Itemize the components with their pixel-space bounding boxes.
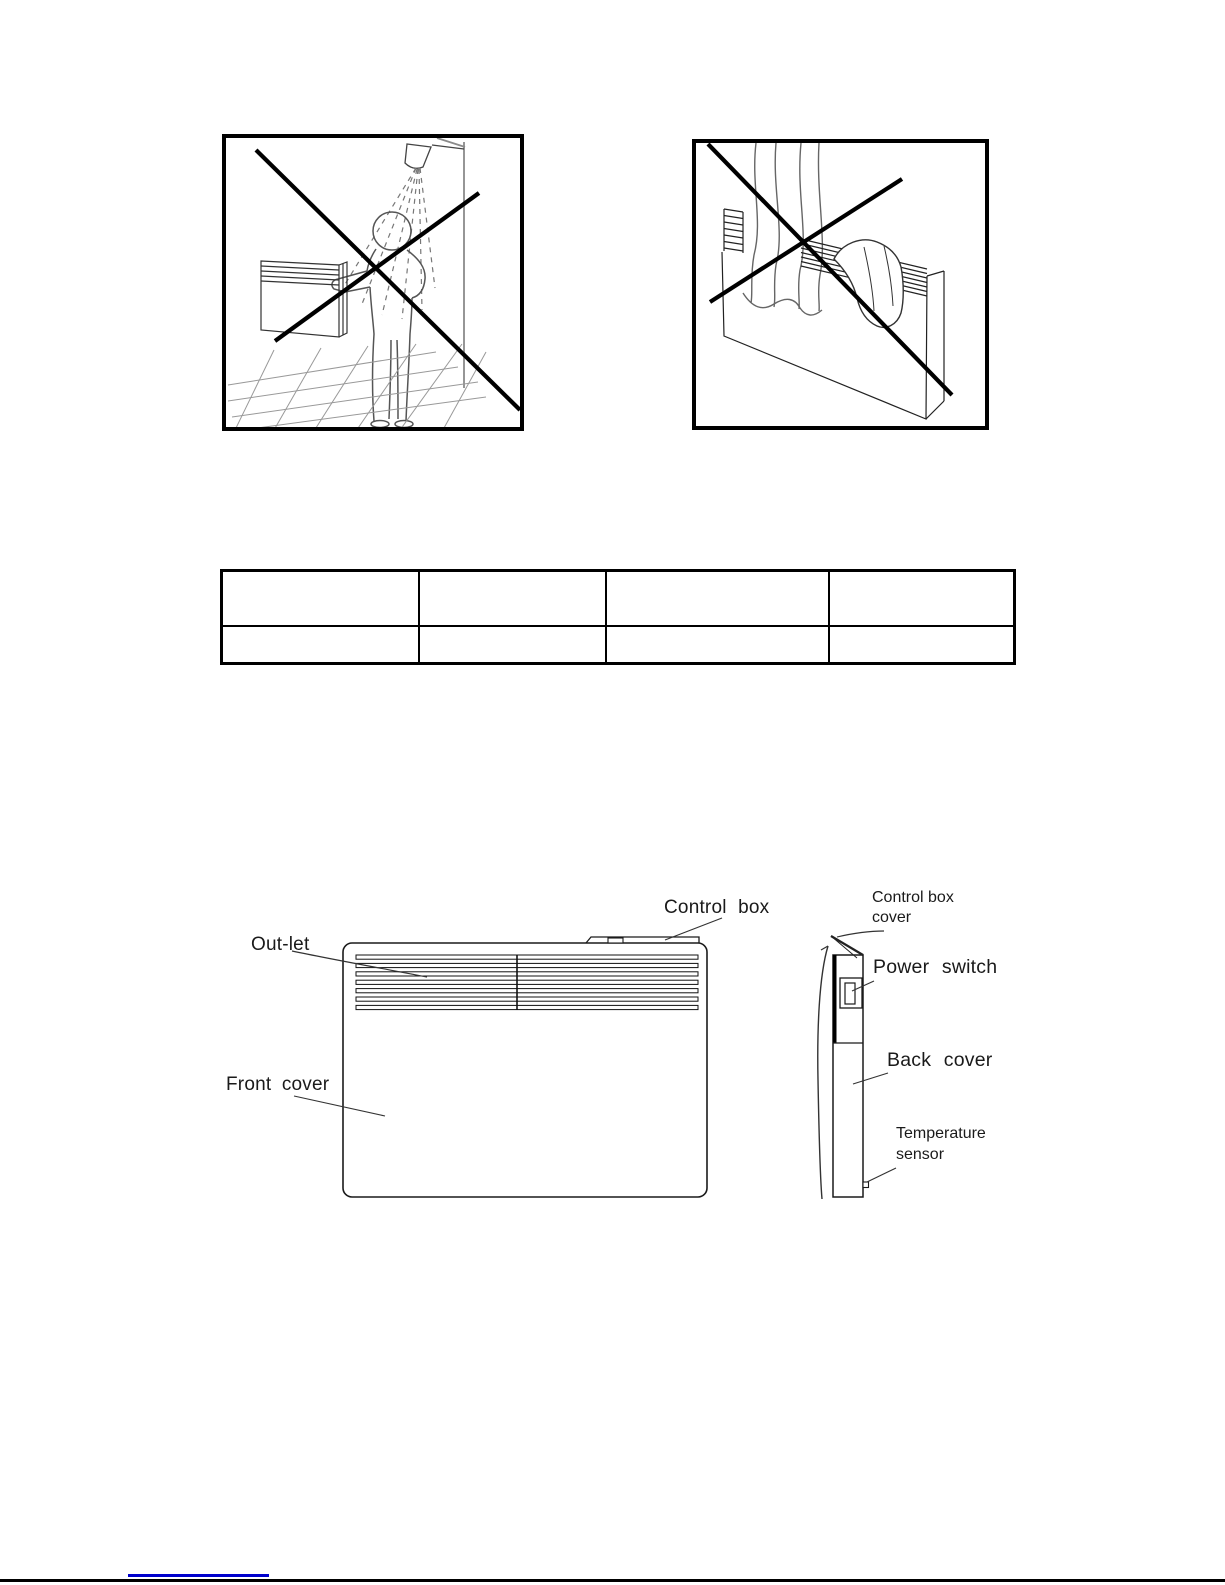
prohibition-cross: [708, 144, 952, 395]
spec-table-cell: [419, 571, 606, 626]
spec-table-cell: [829, 571, 1015, 626]
footer-link[interactable]: [128, 1574, 269, 1577]
spec-table-cell: [829, 626, 1015, 664]
spec-table: [220, 569, 1016, 665]
control-box-part: [586, 937, 699, 943]
no-shower-warning-icon: [226, 138, 520, 427]
spec-table-row: [222, 626, 1015, 664]
spec-table-row: [222, 571, 1015, 626]
prohibition-cross: [256, 150, 520, 410]
label-temperature-sensor: Temperature sensor: [896, 1125, 986, 1163]
page-bottom-rule: [0, 1579, 1225, 1582]
label-front-cover: Front cover: [226, 1074, 330, 1095]
control-box-cover-flap: [831, 936, 863, 955]
label-control-box: Control box: [664, 897, 770, 918]
spec-table-cell: [606, 626, 829, 664]
label-back-cover: Back cover: [887, 1049, 993, 1071]
label-out-let: Out-let: [251, 934, 310, 955]
side-front-cover-edge: [818, 946, 828, 1199]
spec-table-cell: [222, 626, 419, 664]
label-control-box-cover: Control box cover: [872, 889, 954, 926]
heater-perspective: [722, 209, 944, 419]
label-power-switch: Power switch: [873, 956, 998, 978]
curtain: [743, 143, 822, 315]
spec-table-cell: [222, 571, 419, 626]
do-not-cover-warning-icon: [696, 143, 985, 426]
spec-table-cell: [419, 626, 606, 664]
spec-table-cell: [606, 571, 829, 626]
warning-box-do-not-cover: [692, 139, 989, 430]
outlet-grille: [356, 955, 698, 1010]
temperature-sensor-part: [863, 1182, 869, 1188]
warning-box-no-shower: [222, 134, 524, 431]
